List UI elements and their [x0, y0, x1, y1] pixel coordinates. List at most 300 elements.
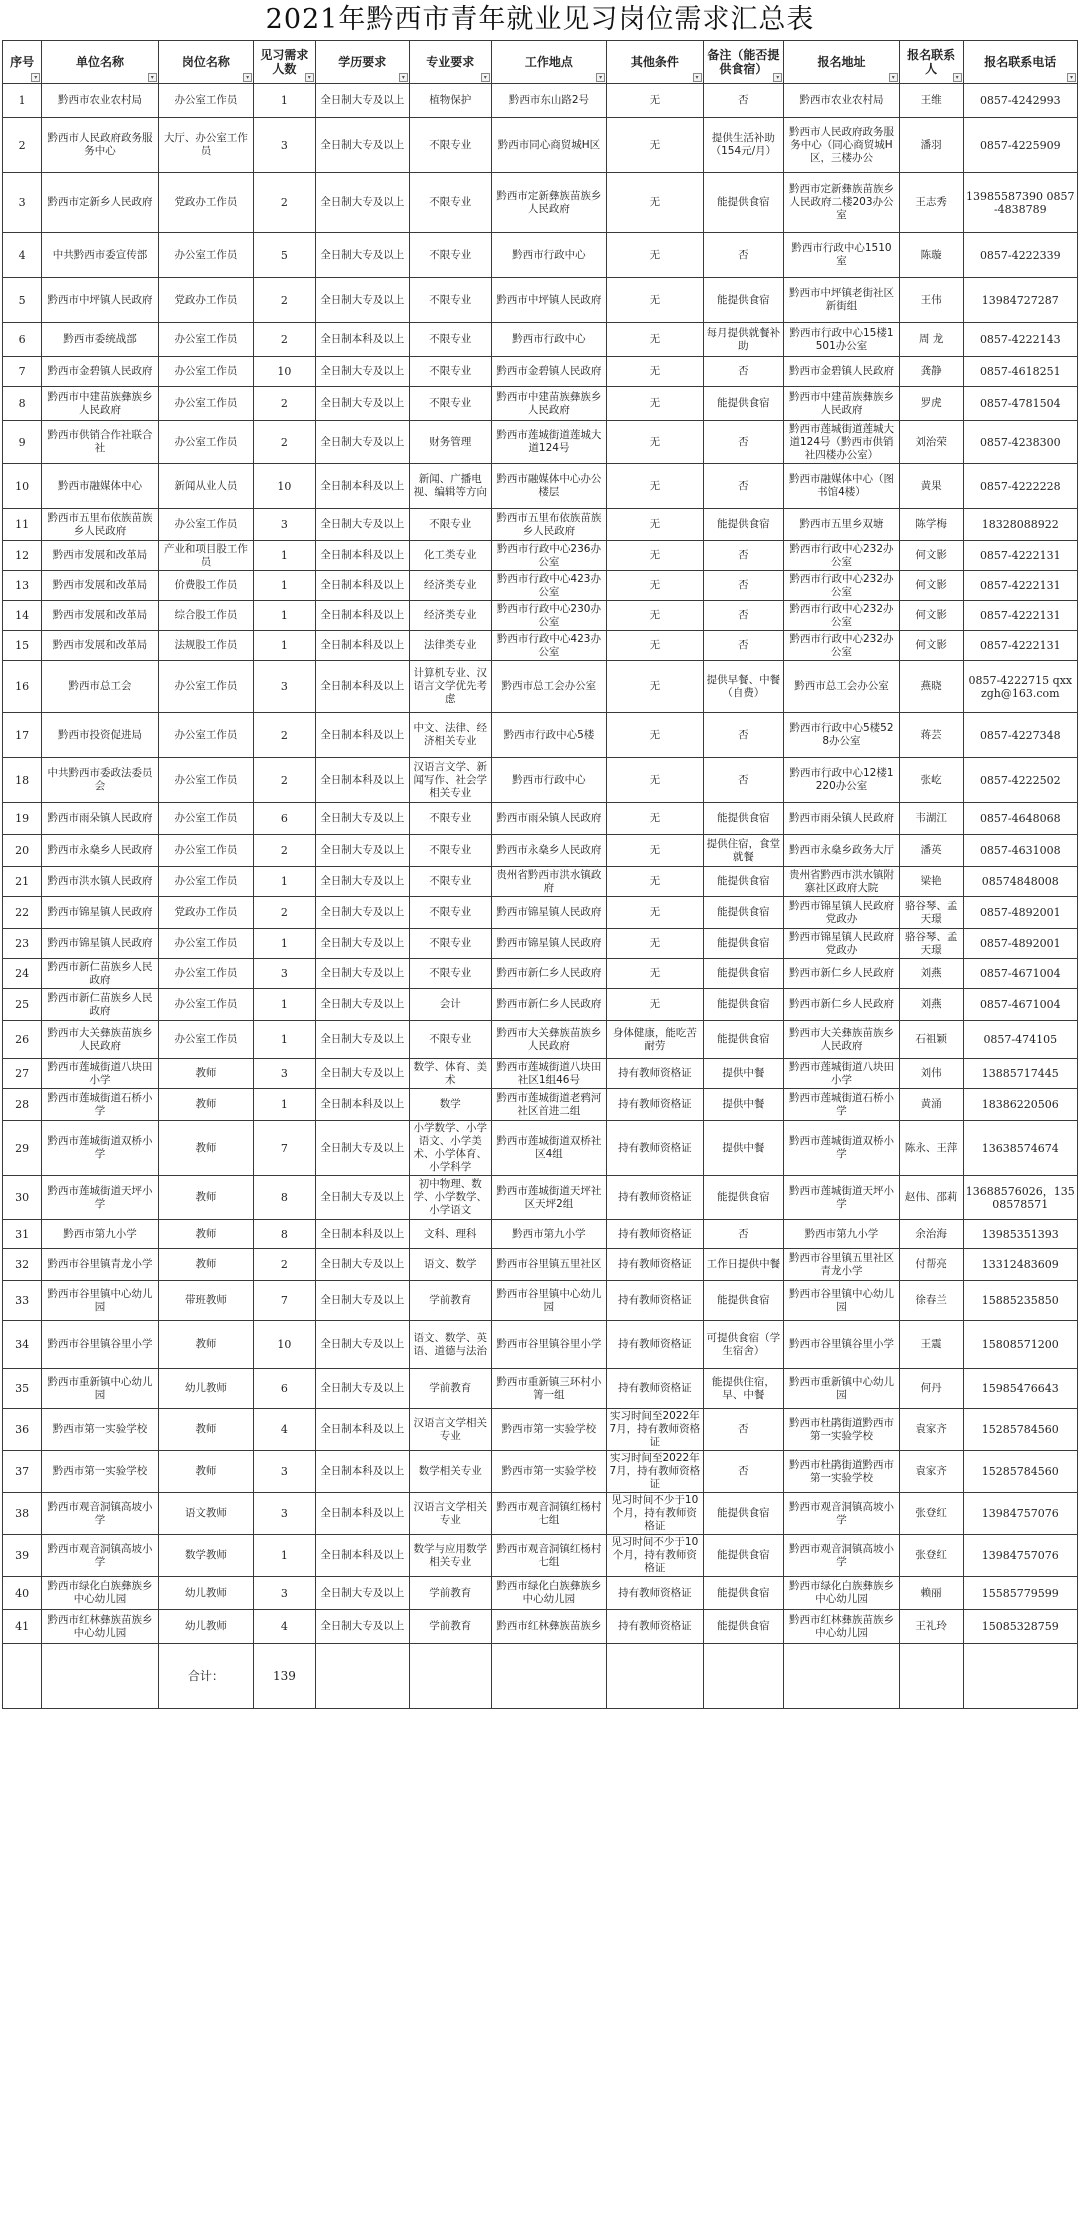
table-row: [3, 1610, 1078, 1644]
cell-location: 黔西市红林彝族苗族乡: [491, 1610, 606, 1644]
cell-education: 全日制大专及以上: [315, 835, 409, 867]
cell-contact: 刘燕: [899, 959, 963, 989]
cell-location: 黔西市雨朵镇人民政府: [491, 803, 606, 835]
cell-location: 黔西市莲城街道天坪社区天坪2组: [491, 1176, 606, 1220]
cell-contact: 龚静: [899, 357, 963, 387]
cell-education: 全日制本科及以上: [315, 1451, 409, 1493]
cell-count: 1: [254, 929, 316, 959]
cell-education: 全日制本科及以上: [315, 758, 409, 803]
cell-phone: 0857-474105: [963, 1021, 1077, 1059]
cell-phone: 13885717445: [963, 1059, 1077, 1089]
cell-position: 大厅、办公室工作员: [158, 118, 253, 173]
cell-phone: 13984727287: [963, 278, 1077, 323]
cell-position: 办公室工作员: [158, 803, 253, 835]
cell-count: 2: [254, 323, 316, 357]
cell-conditions: 无: [607, 803, 703, 835]
cell-major: 语文、数学、英语、道德与法治: [409, 1321, 491, 1369]
cell-location: 黔西市莲城街道八块田社区1组46号: [491, 1059, 606, 1089]
cell-address: 黔西市观音洞镇高坡小学: [784, 1493, 899, 1535]
filter-dropdown-icon[interactable]: ▾: [399, 73, 408, 82]
total-cell-empty: [784, 1644, 899, 1709]
cell-position: 办公室工作员: [158, 758, 253, 803]
cell-location: 黔西市观音洞镇红杨村七组: [491, 1535, 606, 1577]
header-col-phone[interactable]: [963, 41, 1077, 84]
filter-dropdown-icon[interactable]: ▾: [889, 73, 898, 82]
cell-remarks: 每月提供就餐补助: [703, 323, 784, 357]
cell-conditions: 无: [607, 713, 703, 758]
cell-conditions: 无: [607, 758, 703, 803]
cell-location: 黔西市行政中心5楼: [491, 713, 606, 758]
table-row: [3, 1059, 1078, 1089]
cell-contact: 石祖颖: [899, 1021, 963, 1059]
cell-remarks: 提供中餐: [703, 1059, 784, 1089]
cell-address: 贵州省黔西市洪水镇附寨社区政府大院: [784, 867, 899, 897]
filter-dropdown-icon[interactable]: ▾: [481, 73, 490, 82]
cell-remarks: 提供早餐、中餐（自费）: [703, 661, 784, 713]
cell-index: 25: [3, 989, 42, 1021]
cell-contact: 罗虎: [899, 387, 963, 421]
job-table: [2, 40, 1078, 1709]
cell-location: 黔西市永燊乡人民政府: [491, 835, 606, 867]
cell-phone: 13688576026，13508578571: [963, 1176, 1077, 1220]
cell-phone: 0857-4242993: [963, 84, 1077, 118]
table-row: [3, 464, 1078, 509]
cell-phone: 15585779599: [963, 1577, 1077, 1610]
cell-location: 黔西市同心商贸城H区: [491, 118, 606, 173]
cell-education: 全日制大专及以上: [315, 897, 409, 929]
cell-address: 黔西市红林彝族苗族乡中心幼儿园: [784, 1610, 899, 1644]
cell-conditions: 无: [607, 959, 703, 989]
cell-address: 黔西市行政中心5楼528办公室: [784, 713, 899, 758]
table-row: [3, 1493, 1078, 1535]
cell-remarks: 否: [703, 464, 784, 509]
cell-conditions: 无: [607, 357, 703, 387]
cell-location: 黔西市新仁乡人民政府: [491, 989, 606, 1021]
cell-index: 40: [3, 1577, 42, 1610]
cell-unit: 黔西市第一实验学校: [42, 1409, 159, 1451]
total-cell-empty: [3, 1644, 42, 1709]
cell-remarks: 否: [703, 1220, 784, 1249]
cell-contact: 梁艳: [899, 867, 963, 897]
cell-conditions: 无: [607, 173, 703, 233]
cell-location: 黔西市第一实验学校: [491, 1451, 606, 1493]
total-cell-empty: [963, 1644, 1077, 1709]
header-col-contact[interactable]: [899, 41, 963, 84]
cell-position: 幼儿教师: [158, 1577, 253, 1610]
header-label: 见习需求人数: [260, 48, 309, 76]
cell-count: 8: [254, 1176, 316, 1220]
cell-index: 23: [3, 929, 42, 959]
cell-location: 黔西市总工会办公室: [491, 661, 606, 713]
cell-count: 6: [254, 1369, 316, 1409]
cell-count: 1: [254, 84, 316, 118]
cell-unit: 黔西市人民政府政务服务中心: [42, 118, 159, 173]
cell-address: 黔西市总工会办公室: [784, 661, 899, 713]
cell-remarks: 能提供住宿，早、中餐: [703, 1369, 784, 1409]
cell-contact: 蒋芸: [899, 713, 963, 758]
cell-conditions: 无: [607, 509, 703, 541]
cell-phone: 13985351393: [963, 1220, 1077, 1249]
cell-education: 全日制大专及以上: [315, 173, 409, 233]
cell-count: 8: [254, 1220, 316, 1249]
cell-contact: 何文影: [899, 541, 963, 571]
cell-remarks: 否: [703, 713, 784, 758]
cell-index: 24: [3, 959, 42, 989]
cell-contact: 陈永、王萍: [899, 1121, 963, 1176]
cell-remarks: 能提供食宿: [703, 1535, 784, 1577]
cell-address: 黔西市谷里镇五里社区青龙小学: [784, 1249, 899, 1281]
cell-phone: 0857-4227348: [963, 713, 1077, 758]
cell-count: 2: [254, 387, 316, 421]
header-col-major[interactable]: [409, 41, 491, 84]
header-col-education[interactable]: [315, 41, 409, 84]
header-col-position[interactable]: [158, 41, 253, 84]
cell-unit: 黔西市新仁苗族乡人民政府: [42, 989, 159, 1021]
cell-address: 黔西市雨朵镇人民政府: [784, 803, 899, 835]
cell-remarks: 提供住宿，食堂就餐: [703, 835, 784, 867]
cell-location: 黔西市大关彝族苗族乡人民政府: [491, 1021, 606, 1059]
cell-address: 黔西市谷里镇中心幼儿园: [784, 1281, 899, 1321]
cell-location: 黔西市行政中心: [491, 758, 606, 803]
cell-education: 全日制本科及以上: [315, 1409, 409, 1451]
cell-index: 11: [3, 509, 42, 541]
cell-remarks: 否: [703, 601, 784, 631]
cell-unit: 黔西市洪水镇人民政府: [42, 867, 159, 897]
filter-dropdown-icon[interactable]: ▾: [953, 73, 962, 82]
header-col-conditions[interactable]: [607, 41, 703, 84]
cell-index: 21: [3, 867, 42, 897]
cell-phone: 0857-4222131: [963, 571, 1077, 601]
cell-position: 教师: [158, 1220, 253, 1249]
cell-major: 财务管理: [409, 421, 491, 464]
cell-contact: 潘羽: [899, 118, 963, 173]
cell-index: 5: [3, 278, 42, 323]
cell-position: 办公室工作员: [158, 323, 253, 357]
cell-count: 3: [254, 661, 316, 713]
cell-education: 全日制大专及以上: [315, 387, 409, 421]
cell-remarks: 能提供食宿: [703, 867, 784, 897]
header-label: 岗位名称: [181, 55, 230, 69]
cell-index: 22: [3, 897, 42, 929]
cell-major: 不限专业: [409, 959, 491, 989]
cell-position: 教师: [158, 1059, 253, 1089]
cell-location: 黔西市金碧镇人民政府: [491, 357, 606, 387]
cell-count: 3: [254, 509, 316, 541]
filter-dropdown-icon[interactable]: ▾: [596, 73, 605, 82]
cell-contact: 徐春兰: [899, 1281, 963, 1321]
table-row: [3, 989, 1078, 1021]
cell-major: 植物保护: [409, 84, 491, 118]
table-row: [3, 357, 1078, 387]
cell-position: 带班教师: [158, 1281, 253, 1321]
cell-contact: 骆谷琴、孟天璟: [899, 929, 963, 959]
cell-major: 经济类专业: [409, 571, 491, 601]
cell-phone: 08574848008: [963, 867, 1077, 897]
cell-phone: 18328088922: [963, 509, 1077, 541]
cell-major: 新闻、广播电视、编辑等方向: [409, 464, 491, 509]
cell-education: 全日制大专及以上: [315, 1610, 409, 1644]
cell-conditions: 身体健康，能吃苦耐劳: [607, 1021, 703, 1059]
cell-count: 3: [254, 118, 316, 173]
cell-major: 不限专业: [409, 835, 491, 867]
cell-phone: 0857-4892001: [963, 897, 1077, 929]
cell-phone: 0857-4671004: [963, 989, 1077, 1021]
cell-index: 29: [3, 1121, 42, 1176]
cell-conditions: 无: [607, 541, 703, 571]
filter-dropdown-icon[interactable]: ▾: [305, 73, 314, 82]
cell-location: 贵州省黔西市洪水镇政府: [491, 867, 606, 897]
header-label: 其他条件: [630, 55, 679, 69]
cell-position: 产业和项目股工作员: [158, 541, 253, 571]
cell-contact: 周 龙: [899, 323, 963, 357]
cell-address: 黔西市农业农村局: [784, 84, 899, 118]
cell-major: 数学与应用数学相关专业: [409, 1535, 491, 1577]
filter-dropdown-icon[interactable]: ▾: [148, 73, 157, 82]
cell-index: 17: [3, 713, 42, 758]
cell-count: 1: [254, 1535, 316, 1577]
cell-unit: 黔西市发展和改革局: [42, 631, 159, 661]
cell-address: 黔西市中坪镇老街社区新街组: [784, 278, 899, 323]
cell-position: 语文教师: [158, 1493, 253, 1535]
cell-education: 全日制大专及以上: [315, 421, 409, 464]
cell-position: 教师: [158, 1249, 253, 1281]
cell-index: 14: [3, 601, 42, 631]
cell-address: 黔西市金碧镇人民政府: [784, 357, 899, 387]
cell-contact: 何丹: [899, 1369, 963, 1409]
cell-conditions: 无: [607, 278, 703, 323]
header-col-unit[interactable]: [42, 41, 159, 84]
cell-position: 办公室工作员: [158, 835, 253, 867]
cell-major: 学前教育: [409, 1577, 491, 1610]
cell-unit: 黔西市大关彝族苗族乡人民政府: [42, 1021, 159, 1059]
cell-education: 全日制大专及以上: [315, 118, 409, 173]
cell-unit: 黔西市莲城街道双桥小学: [42, 1121, 159, 1176]
cell-phone: 0857-4671004: [963, 959, 1077, 989]
cell-phone: 0857-4222502: [963, 758, 1077, 803]
cell-major: 不限专业: [409, 929, 491, 959]
cell-unit: 黔西市定新乡人民政府: [42, 173, 159, 233]
cell-address: 黔西市融媒体中心（图书馆4楼）: [784, 464, 899, 509]
cell-phone: 0857-4238300: [963, 421, 1077, 464]
table-row: [3, 1121, 1078, 1176]
cell-index: 32: [3, 1249, 42, 1281]
cell-education: 全日制大专及以上: [315, 509, 409, 541]
cell-major: 不限专业: [409, 509, 491, 541]
cell-position: 办公室工作员: [158, 989, 253, 1021]
cell-unit: 黔西市中建苗族彝族乡人民政府: [42, 387, 159, 421]
cell-education: 全日制大专及以上: [315, 1121, 409, 1176]
cell-index: 3: [3, 173, 42, 233]
cell-major: 不限专业: [409, 233, 491, 278]
filter-dropdown-icon[interactable]: ▾: [243, 73, 252, 82]
cell-conditions: 无: [607, 661, 703, 713]
cell-index: 16: [3, 661, 42, 713]
table-row: [3, 509, 1078, 541]
cell-index: 27: [3, 1059, 42, 1089]
cell-index: 1: [3, 84, 42, 118]
total-cell-empty: [607, 1644, 703, 1709]
table-row: [3, 959, 1078, 989]
header-col-index[interactable]: [3, 41, 42, 84]
cell-unit: 黔西市雨朵镇人民政府: [42, 803, 159, 835]
table-row: [3, 713, 1078, 758]
cell-remarks: 能提供食宿: [703, 1281, 784, 1321]
cell-education: 全日制本科及以上: [315, 631, 409, 661]
cell-contact: 韦湖江: [899, 803, 963, 835]
cell-position: 新闻从业人员: [158, 464, 253, 509]
cell-location: 黔西市中坪镇人民政府: [491, 278, 606, 323]
cell-education: 全日制本科及以上: [315, 1089, 409, 1121]
cell-address: 黔西市锦星镇人民政府党政办: [784, 929, 899, 959]
cell-major: 学前教育: [409, 1369, 491, 1409]
cell-count: 3: [254, 1577, 316, 1610]
table-row: [3, 1281, 1078, 1321]
cell-contact: 陈璇: [899, 233, 963, 278]
cell-location: 黔西市绿化白族彝族乡中心幼儿园: [491, 1577, 606, 1610]
cell-remarks: 否: [703, 1451, 784, 1493]
cell-conditions: 无: [607, 867, 703, 897]
cell-phone: 0857-4222715 qxxzgh@163.com: [963, 661, 1077, 713]
cell-contact: 王伟: [899, 278, 963, 323]
cell-position: 幼儿教师: [158, 1369, 253, 1409]
cell-education: 全日制本科及以上: [315, 323, 409, 357]
cell-count: 10: [254, 1321, 316, 1369]
table-row: [3, 387, 1078, 421]
cell-remarks: 否: [703, 541, 784, 571]
cell-phone: 0857-4222131: [963, 541, 1077, 571]
table-row: [3, 1321, 1078, 1369]
cell-position: 教师: [158, 1089, 253, 1121]
cell-location: 黔西市谷里镇五里社区: [491, 1249, 606, 1281]
cell-conditions: 持有教师资格证: [607, 1249, 703, 1281]
cell-count: 10: [254, 464, 316, 509]
cell-conditions: 无: [607, 929, 703, 959]
cell-phone: 13984757076: [963, 1535, 1077, 1577]
cell-conditions: 持有教师资格证: [607, 1220, 703, 1249]
header-col-remarks[interactable]: [703, 41, 784, 84]
cell-count: 1: [254, 867, 316, 897]
cell-index: 6: [3, 323, 42, 357]
cell-education: 全日制大专及以上: [315, 1176, 409, 1220]
cell-phone: 0857-4222228: [963, 464, 1077, 509]
cell-unit: 黔西市莲城街道天坪小学: [42, 1176, 159, 1220]
cell-position: 法规股工作员: [158, 631, 253, 661]
cell-education: 全日制大专及以上: [315, 1059, 409, 1089]
filter-dropdown-icon[interactable]: ▾: [31, 73, 40, 82]
cell-location: 黔西市五里布依族苗族乡人民政府: [491, 509, 606, 541]
cell-conditions: 见习时间不少于10个月，持有教师资格证: [607, 1535, 703, 1577]
cell-count: 2: [254, 421, 316, 464]
cell-contact: 何文影: [899, 571, 963, 601]
cell-major: 不限专业: [409, 803, 491, 835]
cell-index: 35: [3, 1369, 42, 1409]
cell-address: 黔西市行政中心15楼1501办公室: [784, 323, 899, 357]
cell-count: 2: [254, 713, 316, 758]
cell-address: 黔西市莲城街道莲城大道124号（黔西市供销社四楼办公室）: [784, 421, 899, 464]
cell-address: 黔西市莲城街道天坪小学: [784, 1176, 899, 1220]
cell-phone: 15285784560: [963, 1451, 1077, 1493]
header-col-count[interactable]: [254, 41, 316, 84]
header-label: 备注（能否提供食宿）: [707, 48, 780, 76]
cell-unit: 黔西市总工会: [42, 661, 159, 713]
cell-education: 全日制大专及以上: [315, 1281, 409, 1321]
cell-major: 数学: [409, 1089, 491, 1121]
cell-conditions: 无: [607, 233, 703, 278]
cell-major: 语文、数学: [409, 1249, 491, 1281]
header-label: 报名联系电话: [984, 55, 1057, 69]
cell-position: 办公室工作员: [158, 357, 253, 387]
table-row: [3, 421, 1078, 464]
cell-contact: 骆谷琴、孟天璟: [899, 897, 963, 929]
cell-position: 办公室工作员: [158, 1021, 253, 1059]
cell-phone: 0857-4222143: [963, 323, 1077, 357]
cell-count: 3: [254, 1493, 316, 1535]
cell-location: 黔西市莲城街道老鸦河社区首进二组: [491, 1089, 606, 1121]
cell-count: 3: [254, 1451, 316, 1493]
cell-unit: 黔西市融媒体中心: [42, 464, 159, 509]
cell-conditions: 持有教师资格证: [607, 1369, 703, 1409]
header-col-address[interactable]: [784, 41, 899, 84]
cell-unit: 黔西市发展和改革局: [42, 541, 159, 571]
cell-unit: 黔西市观音洞镇高坡小学: [42, 1535, 159, 1577]
cell-education: 全日制本科及以上: [315, 1493, 409, 1535]
total-cell-empty: [409, 1644, 491, 1709]
cell-position: 办公室工作员: [158, 959, 253, 989]
table-row: [3, 541, 1078, 571]
cell-education: 全日制大专及以上: [315, 357, 409, 387]
cell-contact: 刘伟: [899, 1059, 963, 1089]
cell-address: 黔西市五里乡双塘: [784, 509, 899, 541]
cell-major: 不限专业: [409, 1021, 491, 1059]
cell-unit: 黔西市金碧镇人民政府: [42, 357, 159, 387]
cell-location: 黔西市新仁乡人民政府: [491, 959, 606, 989]
filter-dropdown-icon[interactable]: ▾: [1067, 73, 1076, 82]
filter-dropdown-icon[interactable]: ▾: [693, 73, 702, 82]
cell-address: 黔西市人民政府政务服务中心（同心商贸城H区，三楼办公: [784, 118, 899, 173]
cell-unit: 黔西市锦星镇人民政府: [42, 929, 159, 959]
cell-location: 黔西市第一实验学校: [491, 1409, 606, 1451]
cell-contact: 赵伟、邵莉: [899, 1176, 963, 1220]
cell-conditions: 持有教师资格证: [607, 1281, 703, 1321]
cell-index: 18: [3, 758, 42, 803]
cell-remarks: 提供中餐: [703, 1089, 784, 1121]
cell-education: 全日制本科及以上: [315, 1535, 409, 1577]
filter-dropdown-icon[interactable]: ▾: [773, 73, 782, 82]
cell-conditions: 无: [607, 118, 703, 173]
cell-address: 黔西市新仁乡人民政府: [784, 989, 899, 1021]
cell-remarks: 能提供食宿: [703, 173, 784, 233]
cell-address: 黔西市锦星镇人民政府党政办: [784, 897, 899, 929]
table-row: [3, 1220, 1078, 1249]
cell-contact: 黄果: [899, 464, 963, 509]
cell-contact: 陈学梅: [899, 509, 963, 541]
cell-remarks: 能提供食宿: [703, 509, 784, 541]
cell-major: 中文、法律、经济相关专业: [409, 713, 491, 758]
cell-conditions: 无: [607, 84, 703, 118]
cell-unit: 黔西市观音洞镇高坡小学: [42, 1493, 159, 1535]
header-col-location[interactable]: [491, 41, 606, 84]
cell-address: 黔西市行政中心1510室: [784, 233, 899, 278]
cell-position: 办公室工作员: [158, 421, 253, 464]
cell-phone: 0857-4222131: [963, 601, 1077, 631]
table-row: [3, 118, 1078, 173]
total-cell-empty: [315, 1644, 409, 1709]
cell-major: 不限专业: [409, 897, 491, 929]
cell-index: 34: [3, 1321, 42, 1369]
cell-position: 综合股工作员: [158, 601, 253, 631]
cell-position: 党政办工作员: [158, 278, 253, 323]
cell-remarks: 能提供食宿: [703, 989, 784, 1021]
